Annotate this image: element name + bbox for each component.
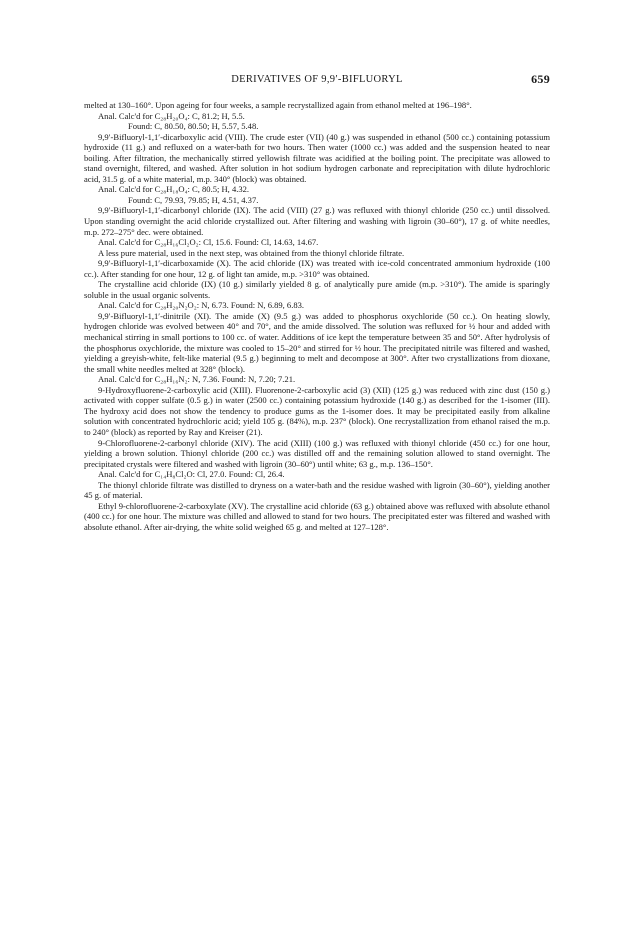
paragraph: Ethyl 9-chlorofluorene-2-carboxylate (XV). The crystalline acid chloride (63 g.) obtained above was refluxed with absolute ethanol (400 cc.) for one hour. The mixture was chilled and allowed to stand for two hours. The precipitated ester was filtered and washed with absolute ethanol. After air-drying, the white solid weighed 65 g. and melted at 127–128°. <box>84 500 550 532</box>
body-text <box>84 100 550 532</box>
page-number: 659 <box>531 72 550 86</box>
analysis-calc: Anal. Calc'd for C₂₈H₂₀O₄: C, 81.2; H, 5.5. <box>98 110 245 121</box>
running-title: DERIVATIVES OF 9,9′-BIFLUORYL <box>231 74 403 85</box>
running-header <box>84 74 550 90</box>
paragraph: 9,9′-Bifluoryl-1,1′-dinitrile (XI). The amide (X) (9.5 g.) was added to phosphorus oxychloride (50 cc.). On heating slowly, hydrogen chloride was evolved between 40° and 70°, and the amide dissolved. The solution was refluxed for ½ hour and added with mechanical stirring in small portions to 100 cc. of water. Additions of ice kept the temperature between 35 and 50°. After hydrolysis of the phosphorus oxychloride, the mixture was cooled to 15–20° and stirred for ½ hour. The precipitated nitrile was filtered and washed, yielding a greyish-white, felt-like material (9.5 g.) beginning to melt and decompose at 300°. After two crystallizations from dioxane, the small white needles melted at 328° (block). <box>84 310 550 374</box>
analysis-line: Anal. Calc'd for C₂₈H₁₆N₂: N, 7.36. Found: N, 7.20; 7.21. <box>98 374 296 385</box>
analysis-found: Found: C, 79.93, 79.85; H, 4.51, 4.37. <box>128 194 259 205</box>
paragraph: The thionyl chloride filtrate was distilled to dryness on a water-bath and the residue washed with ligroin (30–60°), yielding another 45 g. of material. <box>84 479 550 501</box>
analysis-calc: Anal. Calc'd for C₂₈H₁₈O₄: C, 80.5; H, 4.32. <box>98 184 250 195</box>
paragraph: 9,9′-Bifluoryl-1,1′-dicarbonyl chloride (IX). The acid (VIII) (27 g.) was refluxed with thionyl chloride (250 cc.) until dissolved. Upon standing overnight the acid chloride crystallized out. After filtering and washing with ligroin (30–60°), 17 g. of white needles, m.p. 272–275° dec. were obtained. <box>84 205 550 237</box>
analysis-found: Found: C, 80.50, 80.50; H, 5.57, 5.48. <box>128 121 259 132</box>
paragraph: 9-Chlorofluorene-2-carbonyl chloride (XIV). The acid (XIII) (100 g.) was refluxed with thionyl chloride (450 cc.) for one hour, yielding a brown solution. Thionyl chloride (200 cc.) was distilled off and the remaining solution allowed to stand overnight. The precipitated crystals were filtered and washed with ligroin (30–60°) until white; 63 g., m.p. 136–150°. <box>84 437 550 469</box>
paragraph: 9,9′-Bifluoryl-1,1′-dicarboxylic acid (VIII). The crude ester (VII) (40 g.) was suspended in ethanol (500 cc.) containing potassium hydroxide (11 g.) and refluxed on a water-bath for two hours. Then water (1000 cc.) was added and the suspension heated to near boiling. After filtration, the mechanically stirred yellowish filtrate was acidified at the boiling point. The precipitate was allowed to stand overnight, filtered, and washed. After solution in hot sodium hydrogen carbonate and reprecipitation with dilute hydrochloric acid, 31.5 g. of a white material, m.p. 340° (block) was obtained. <box>84 131 550 184</box>
paragraph: The crystalline acid chloride (IX) (10 g.) similarly yielded 8 g. of analytically pure amide (m.p. >310°). The amide is sparingly soluble in the usual organic solvents. <box>84 279 550 300</box>
paragraph: 9,9′-Bifluoryl-1,1′-dicarboxamide (X). The acid chloride (IX) was treated with ice-cold concentrated ammonium hydroxide (100 cc.). After standing for one hour, 12 g. of light tan amide, m.p. >310° was obtained. <box>84 258 550 279</box>
paragraph: A less pure material, used in the next step, was obtained from the thionyl chloride filtrate. <box>98 247 405 258</box>
paragraph: melted at 130–160°. Upon ageing for four weeks, a sample recrystallized again from ethanol melted at 196–198°. <box>84 100 472 110</box>
paragraph: 9-Hydroxyfluorene-2-carboxylic acid (XIII). Fluorenone-2-carboxylic acid (3) (XII) (125 g.) was reduced with zinc dust (150 g.) activated with copper sulfate (0.5 g.) in water (2500 cc.) containing potassium hydroxide (140 g.) as described for the 1-isomer (III). The hydroxy acid does not show the tendency to produce gums as the 1-isomer does. It may be precipitated easily from alkaline solution with concentrated hydrochloric acid; yield 105 g. (84%), m.p. 237° (block). One recrystallization from ethanol raised the m.p. to 240° (block) as reported by Ray and Kreiser (21). <box>84 384 550 437</box>
analysis-line: Anal. Calc'd for C₂₈H₁₆Cl₂O₂: Cl, 15.6. Found: Cl, 14.63, 14.67. <box>98 237 319 248</box>
analysis-line: Anal. Calc'd for C₂₈H₂₀N₂O₂: N, 6.73. Found: N, 6.89, 6.83. <box>98 300 305 311</box>
analysis-line: Anal. Calc'd for C₁₄H₈Cl₂O: Cl, 27.0. Found: Cl, 26.4. <box>98 469 285 480</box>
